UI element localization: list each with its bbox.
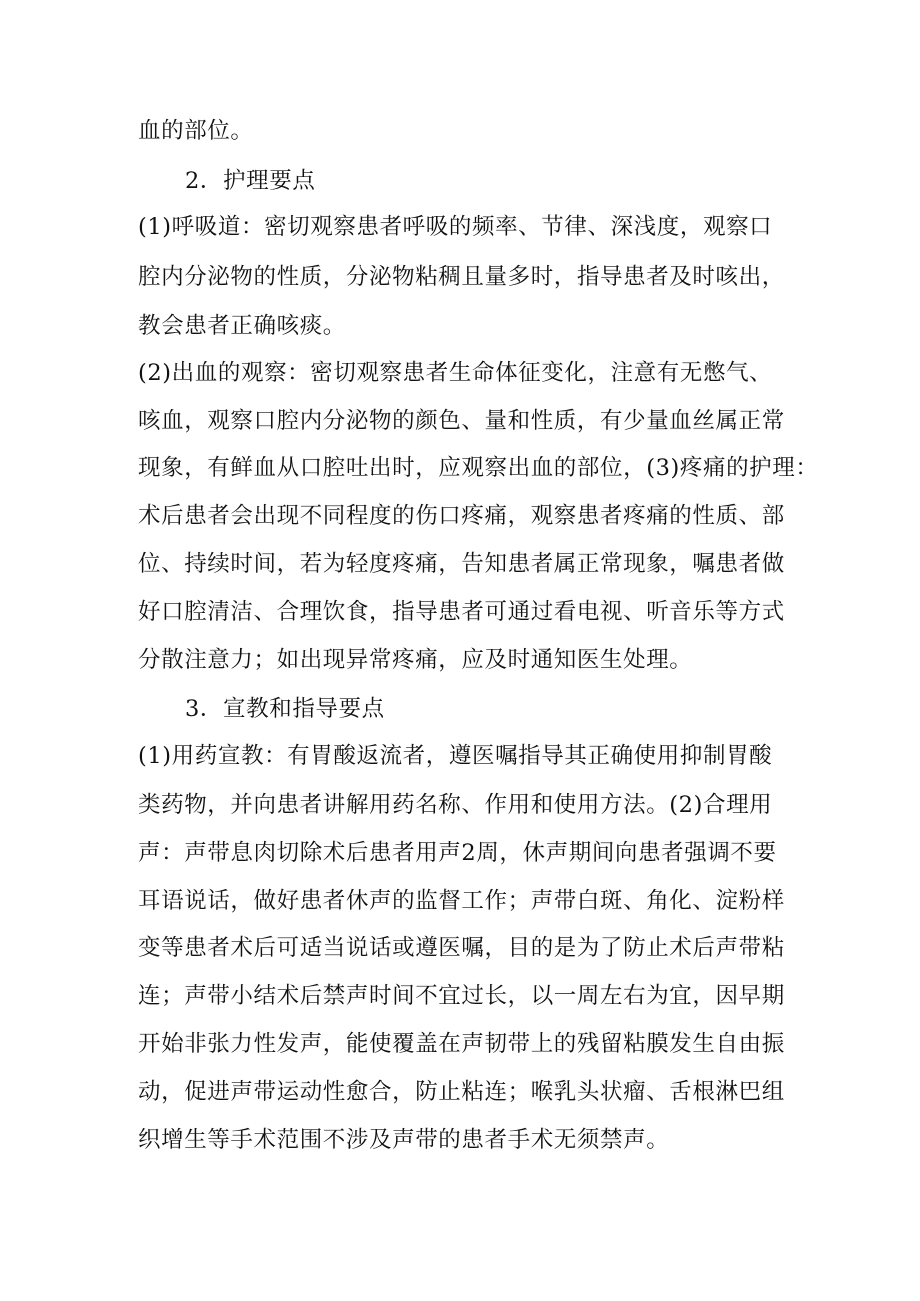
text-line: 腔内分泌物的性质，分泌物粘稠且量多时，指导患者及时咳出， — [138, 264, 785, 290]
text-line: 教会患者正确咳痰。 — [138, 313, 346, 339]
text-line: 咳血，观察口腔内分泌物的颜色、量和性质，有少量血丝属正常 — [138, 408, 785, 434]
text-line: (1)呼吸道：密切观察患者呼吸的频率、节律、深浅度，观察口 — [138, 214, 773, 240]
section-heading-education-points: 3．宣教和指导要点 — [185, 696, 385, 722]
section-heading-nursing-points: 2．护理要点 — [185, 168, 316, 194]
text-line: 血的部位。 — [138, 118, 254, 144]
text-line: (2)出血的观察：密切观察患者生命体征变化，注意有无憋气、 — [138, 360, 773, 386]
text-line: 动，促进声带运动性愈合，防止粘连；喉乳头状瘤、舌根淋巴组 — [138, 1079, 785, 1105]
text-line: 术后患者会出现不同程度的伤口疼痛，观察患者疼痛的性质、部 — [138, 503, 785, 529]
text-line: 织增生等手术范围不涉及声带的患者手术无须禁声。 — [138, 1127, 670, 1153]
text-line: 好口腔清洁、合理饮食，指导患者可通过看电视、听音乐等方式 — [138, 599, 785, 625]
text-line: 连；声带小结术后禁声时间不宜过长，以一周左右为宜，因早期 — [138, 983, 785, 1009]
text-line: 耳语说话，做好患者休声的监督工作；声带白斑、角化、淀粉样 — [138, 888, 785, 914]
text-line: (1)用药宣教：有胃酸返流者，遵医嘱指导其正确使用抑制胃酸 — [138, 743, 773, 769]
text-line: 声：声带息肉切除术后患者用声2周，休声期间向患者强调不要 — [138, 840, 777, 866]
text-line: 开始非张力性发声，能使覆盖在声韧带上的残留粘膜发生自由振 — [138, 1031, 785, 1057]
text-line: 变等患者术后可适当说话或遵医嘱，目的是为了防止术后声带粘 — [138, 935, 785, 961]
text-line: 现象，有鲜血从口腔吐出时，应观察出血的部位，(3)疼痛的护理： — [138, 455, 819, 481]
text-line: 分散注意力；如出现异常疼痛，应及时通知医生处理。 — [138, 647, 693, 673]
text-line: 位、持续时间，若为轻度疼痛，告知患者属正常现象，嘱患者做 — [138, 551, 785, 577]
text-line: 类药物，并向患者讲解用药名称、作用和使用方法。(2)合理用 — [138, 792, 773, 818]
